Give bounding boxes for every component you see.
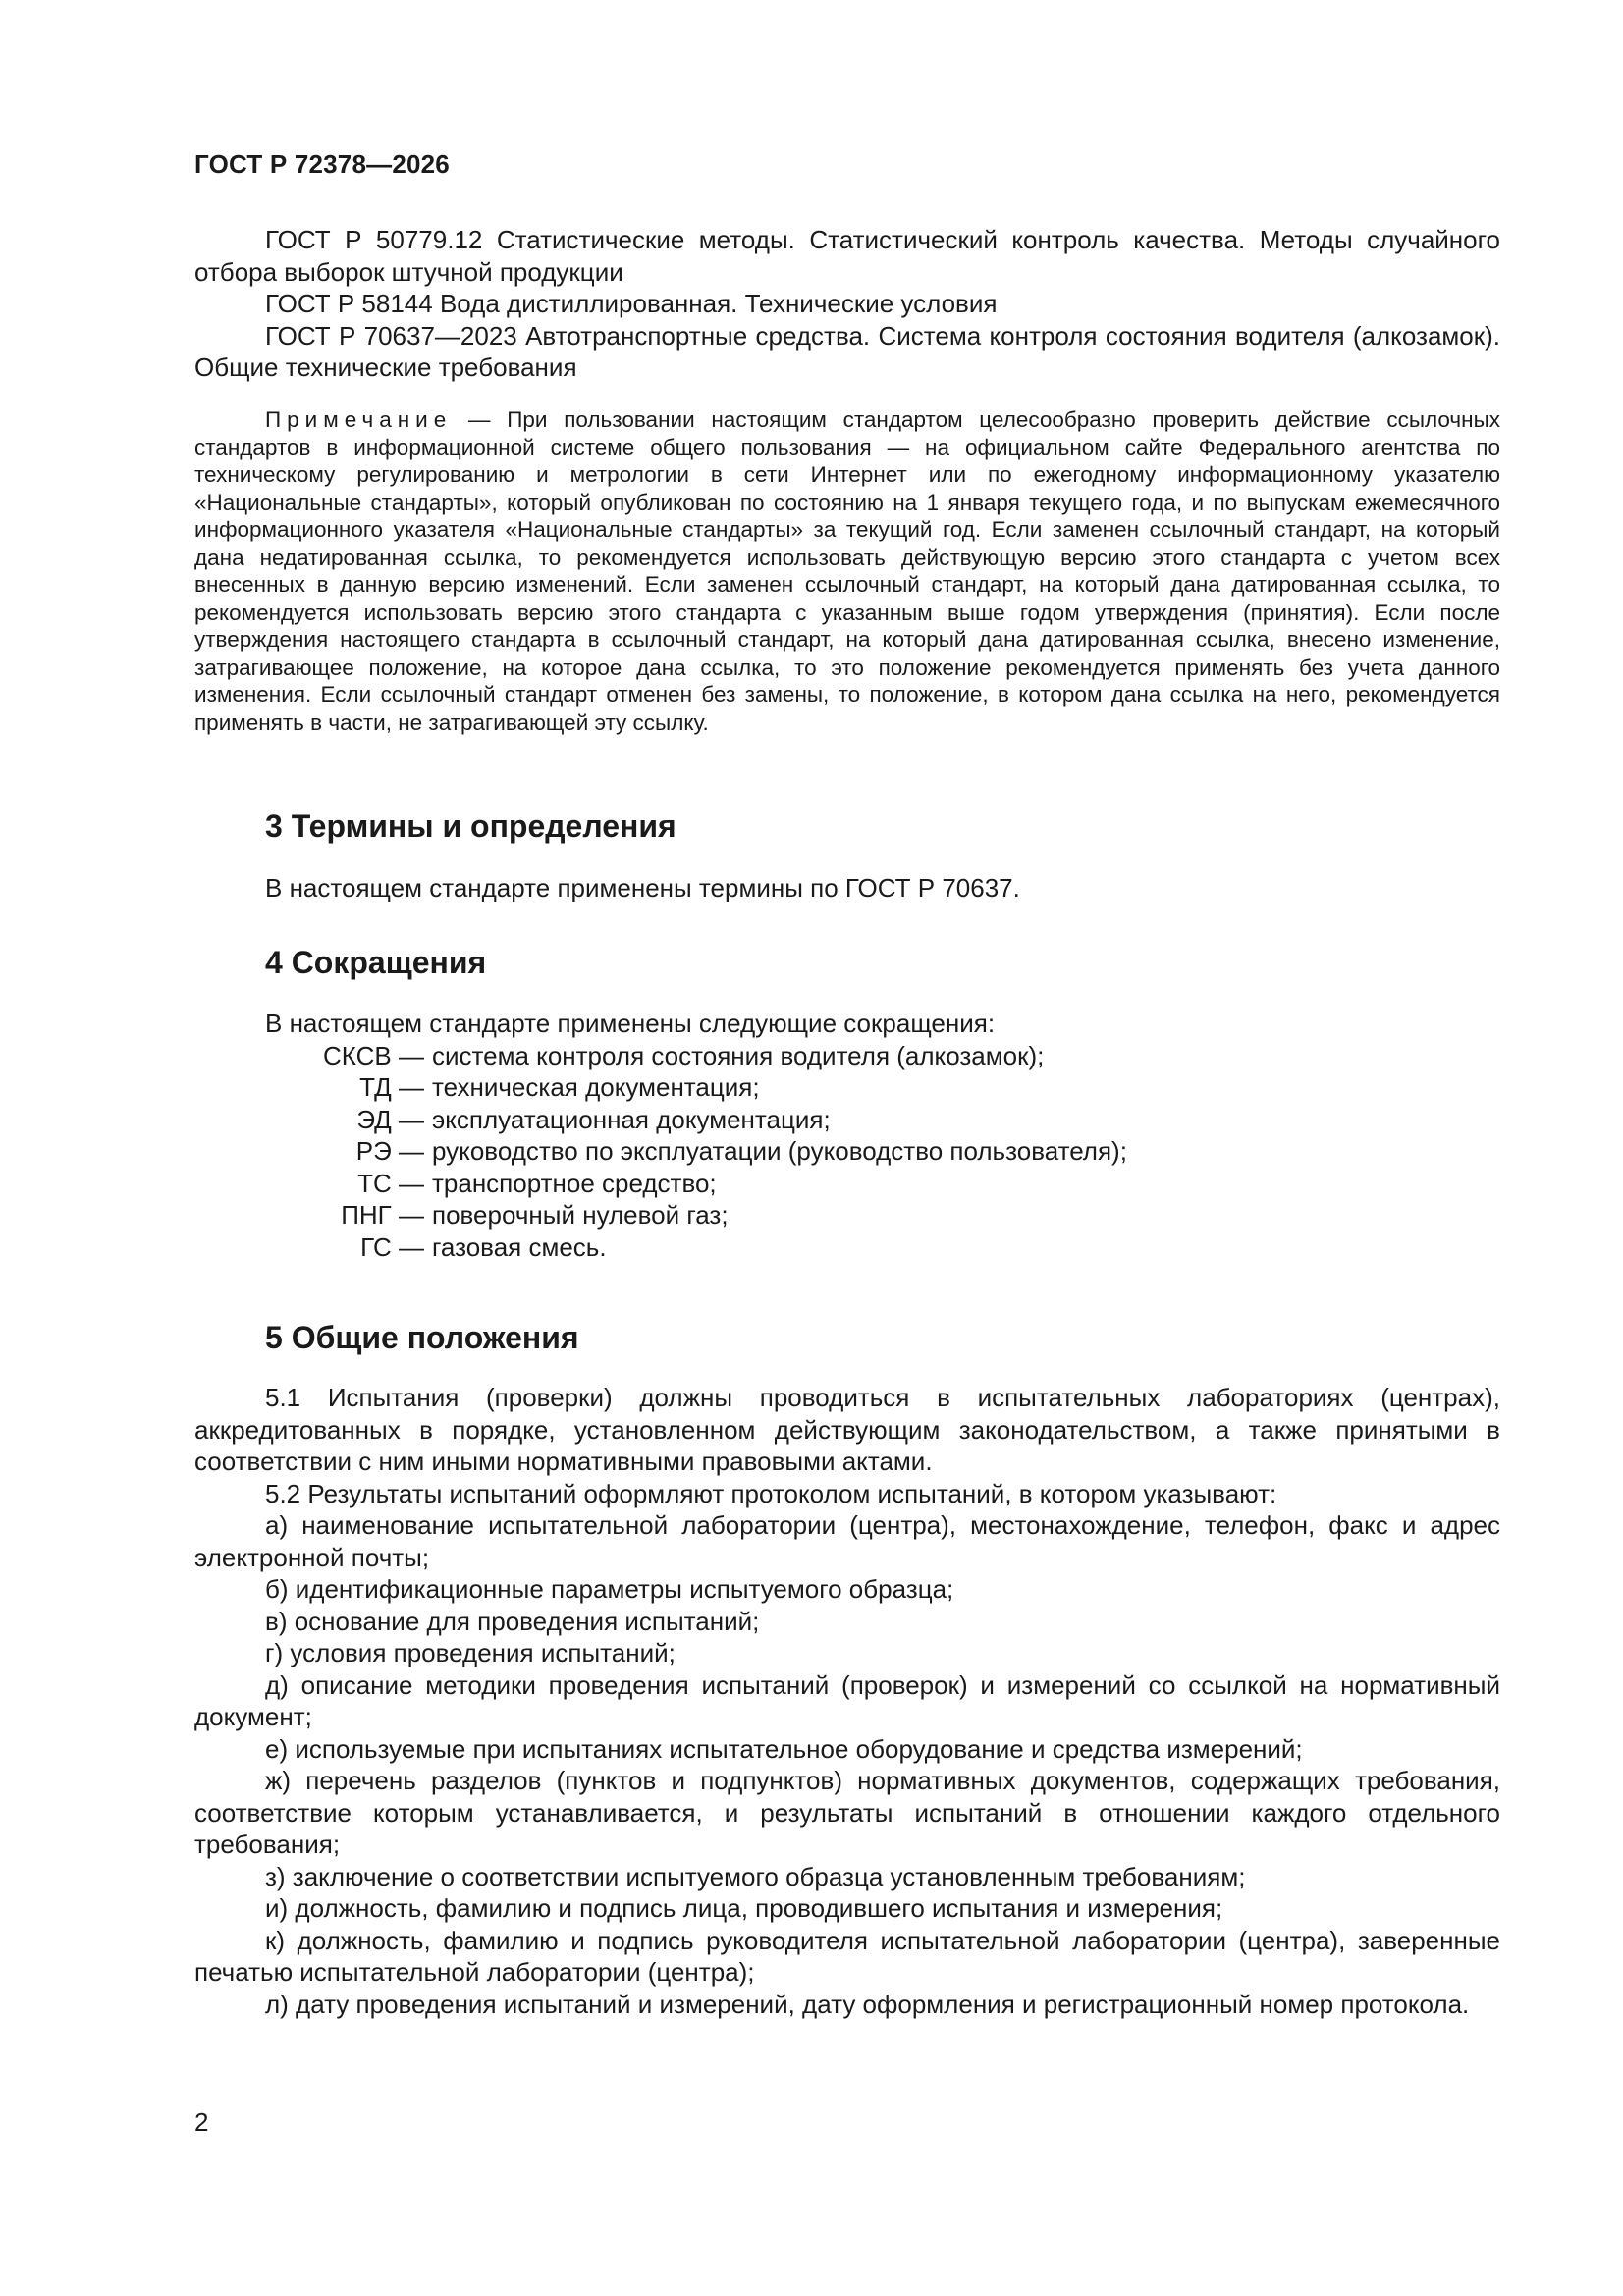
section-3-body [194, 872, 1500, 904]
section-5-body [194, 1382, 1500, 2020]
clause-5-1: 5.1 Испытания (проверки) должны проводиться в испытательных лабораториях (центрах), аккредитованных в порядке, установленном действующим законодательством, а также принятыми в соответствии с ним иными нормативными правовыми актами. [194, 1383, 1500, 1476]
clause-5-2: 5.2 Результаты испытаний оформляют протоколом испытаний, в котором указывают: [265, 1478, 1277, 1508]
protocol-item: ж) перечень разделов (пунктов и подпунктов) нормативных документов, содержащих требования, соответствие которым устанавливается, и результаты испытаний в отношении каждого отдельного требования; [194, 1766, 1500, 1859]
protocol-item: в) основание для проведения испытаний; [265, 1606, 760, 1636]
protocol-item: г) условия проведения испытаний; [265, 1638, 676, 1667]
protocol-item: к) должность, фамилию и подпись руководителя испытательной лаборатории (центра), заверенные печатью испытательной лаборатории (центра); [194, 1925, 1500, 1987]
abbreviation-definition: поверочный нулевой газ; [432, 1200, 729, 1230]
section-3 [194, 808, 1500, 845]
abbreviation-row [194, 1231, 1500, 1264]
protocol-item: е) используемые при испытаниях испытательное оборудование и средства измерений; [265, 1733, 1303, 1764]
reference-item: ГОСТ Р 50779.12 Статистические методы. Статистический контроль качества. Методы случайного отбора выборок штучной продукции [194, 225, 1500, 287]
protocol-item: и) должность, фамилию и подпись лица, проводившего испытания и измерения; [265, 1893, 1223, 1923]
abbreviation-definition: руководство по эксплуатации (руководство пользователя); [432, 1136, 1127, 1166]
abbreviation-row [194, 1199, 1500, 1231]
section-5 [194, 1320, 1500, 1356]
document-number: ГОСТ Р 72378—2026 [194, 149, 450, 179]
section-4-title: 4 Сокращения [265, 945, 487, 980]
abbreviation-row [194, 1071, 1500, 1104]
section-4 [194, 945, 1500, 981]
abbreviation-term: ГС — [360, 1231, 424, 1262]
abbreviations-block [194, 1008, 1500, 1263]
note-block [194, 407, 1500, 737]
note-text [194, 407, 1500, 737]
abbreviation-definition: эксплуатационная документация; [432, 1104, 831, 1134]
abbreviation-row [194, 1168, 1500, 1200]
reference-item: ГОСТ Р 70637—2023 Автотранспортные средства. Система контроля состояния водителя (алкозамок). Общие технические требования [194, 320, 1500, 382]
protocol-item: з) заключение о соответствии испытуемого образца установленным требованиям; [265, 1861, 1246, 1891]
section-5-title: 5 Общие положения [265, 1320, 579, 1355]
abbreviation-row [194, 1040, 1500, 1072]
page-number: 2 [194, 2107, 209, 2137]
abbreviation-term: РЭ — [355, 1136, 424, 1166]
protocol-item: д) описание методики проведения испытаний (проверок) и измерений со ссылкой на нормативный документ; [194, 1669, 1500, 1731]
abbreviation-definition: система контроля состояния водителя (алкозамок); [432, 1040, 1045, 1070]
abbreviation-row [194, 1104, 1500, 1136]
note-body: — При пользовании настоящим стандартом целесообразно проверить действие ссылочных стандартов в информационной системе общего пользования — на официальном сайте Федерального агентства по техническому регулированию и метрологии в сети Интернет или по ежегодному информационному указателю «Национальные стандарты», который опубликован по состоянию на 1 января текущего года, и по выпускам ежемесячного информационного указателя «Национальные стандарты» за текущий год. Если заменен ссылочный стандарт, на который дана недатированная ссылка, то рекомендуется использовать действующую версию этого стандарта с учетом всех внесенных в данную версию изменений. Если заменен ссылочный стандарт, на который дана датированная ссылка, то рекомендуется использовать версию этого стандарта с указанным выше годом утверждения (принятия). Если после утверждения настоящего стандарта в ссылочный стандарт, на который дана датированная ссылка, внесено изменение, затрагивающее положение, на которое дана ссылка, то это положение рекомендуется применять без учета данного изменения. Если ссылочный стандарт отменен без замены, то положение, в котором дана ссылка на него, рекомендуется применять в части, не затрагивающей эту ссылку. [194, 408, 1500, 735]
abbreviations-intro: В настоящем стандарте применены следующие сокращения: [265, 1009, 996, 1038]
abbreviation-definition: газовая смесь. [432, 1231, 607, 1262]
references-list [194, 224, 1500, 384]
abbreviation-term: ЭД — [356, 1104, 424, 1134]
abbreviation-definition: транспортное средство; [432, 1168, 717, 1198]
abbreviation-term: ПНГ — [341, 1200, 424, 1230]
section-3-text: В настоящем стандарте применены термины по ГОСТ Р 70637. [265, 873, 1020, 902]
protocol-item: л) дату проведения испытаний и измерений, дату оформления и регистрационный номер протокола. [265, 1989, 1470, 2019]
abbreviation-term: СКСВ — [323, 1040, 424, 1070]
abbreviation-term: ТС — [357, 1168, 424, 1198]
protocol-item: б) идентификационные параметры испытуемого образца; [265, 1574, 954, 1604]
protocol-item: а) наименование испытательной лаборатории (центра), местонахождение, телефон, факс и адрес электронной почты; [194, 1510, 1500, 1572]
note-label: Примечание [265, 408, 453, 432]
abbreviation-definition: техническая документация; [432, 1072, 760, 1102]
reference-item: ГОСТ Р 58144 Вода дистиллированная. Технические условия [265, 289, 998, 318]
abbreviation-row [194, 1135, 1500, 1168]
abbreviation-term: ТД — [359, 1072, 424, 1102]
section-3-title: 3 Термины и определения [265, 808, 676, 844]
